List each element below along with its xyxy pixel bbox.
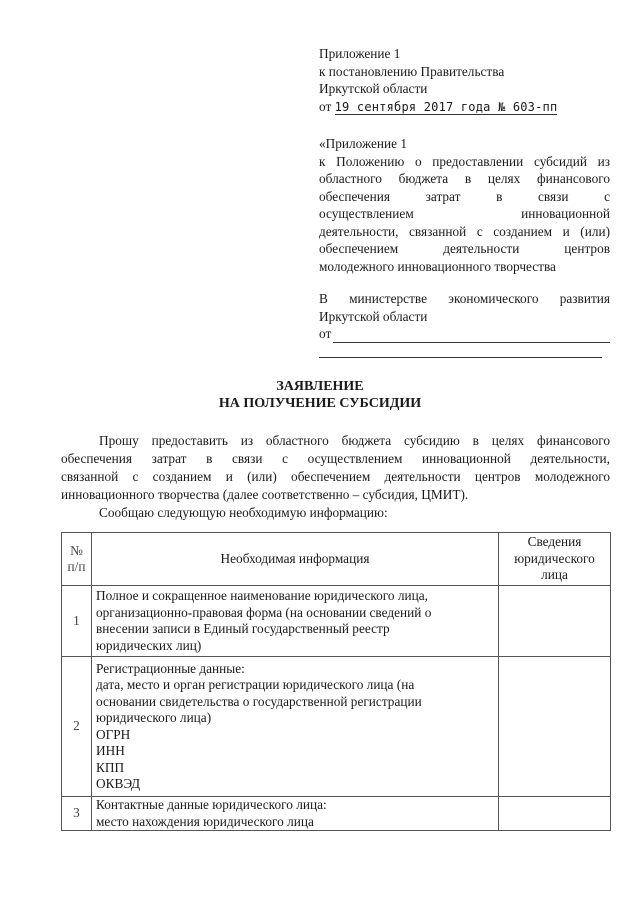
date-prefix: от [319,98,332,114]
header-details: Сведения юридического лица [499,533,611,586]
from-field[interactable] [333,328,610,343]
header-number: № п/п [62,533,92,586]
resolution-date: 19 сентября 2017 года № 603-пп [334,99,558,114]
table-row [62,657,611,797]
from-label: от [319,326,332,341]
row-line: дата, место и орган регистрации юридического лица (на [96,677,415,692]
info-intro: Сообщаю следующую необходимую информацию: [99,505,388,520]
regulation-line: осуществлением инновационной [319,206,610,221]
appendix-line: Приложение 1 [319,46,401,61]
row-value-cell[interactable] [499,797,611,831]
regulation-line: к Положению о предоставлении субсидий из [319,153,610,169]
addressee-line: Иркутской области [319,308,428,324]
appendix-date-line [319,98,610,117]
row-value-cell[interactable] [499,657,611,797]
row-line: юридических лиц) [96,637,202,653]
appendix-header [319,45,610,116]
table-header-row [62,533,611,586]
title-line: НА ПОЛУЧЕНИЕ СУБСИДИИ [218,396,422,411]
addressee-block [319,290,610,358]
from-field-continued[interactable] [319,343,602,358]
regulation-line: обеспечения затрат в связи с [319,188,610,204]
appendix-regulation [319,135,610,275]
row-number: 1 [62,586,92,657]
appendix-line: Иркутской области [319,81,428,96]
document-title [0,378,640,412]
row-number: 3 [62,797,92,831]
regulation-line: обеспечением деятельности центров [319,241,610,256]
row-line: основании свидетельства о государственной регистрации [96,693,422,709]
paragraph-line: Прошу предоставить из областного бюджета субсидию в целях финансового [99,433,610,448]
row-description [92,657,499,797]
row-line: место нахождения юридического лица [96,813,314,829]
regulation-line: молодежного инновационного творчества [319,258,556,274]
row-line: ОКВЭД [96,776,141,791]
paragraph-line: связанной с созданием и (или) обеспечением деятельности центров молодежного [61,469,610,484]
row-line: ОГРН [96,726,131,742]
from-line [319,325,610,343]
row-line: внесении записи в Единый государственный реестр [96,621,390,636]
row-line: Контактные данные юридического лица: [96,797,327,812]
title-line: ЗАЯВЛЕНИЕ [276,379,364,394]
regulation-line: «Приложение 1 [319,136,407,151]
table-row [62,586,611,657]
row-line: организационно-правовая форма (на основании сведений о [96,604,432,620]
paragraph-line: обеспечения затрат в связи с осуществлением инновационной деятельности, [61,451,610,466]
row-line: ИНН [96,743,125,758]
row-description [92,797,499,831]
row-line: Полное и сокращенное наименование юридического лица, [96,588,428,603]
paragraph-line: инновационного творчества (далее соответственно – субсидия, ЦМИТ). [61,487,469,502]
row-value-cell[interactable] [499,586,611,657]
row-line: КПП [96,759,125,775]
regulation-line: областного бюджета в целях финансового [319,171,610,186]
row-line: Регистрационные данные: [96,660,245,676]
regulation-line: деятельности, связанной с созданием и (или) [319,223,610,239]
addressee-line: В министерстве экономического развития [319,291,610,306]
table-row [62,797,611,831]
information-table [61,532,611,831]
row-line: юридического лица) [96,710,212,725]
row-description [92,586,499,657]
row-number: 2 [62,657,92,797]
appendix-line: к постановлению Правительства [319,63,505,79]
request-paragraph [61,432,610,522]
header-information: Необходимая информация [92,533,499,586]
